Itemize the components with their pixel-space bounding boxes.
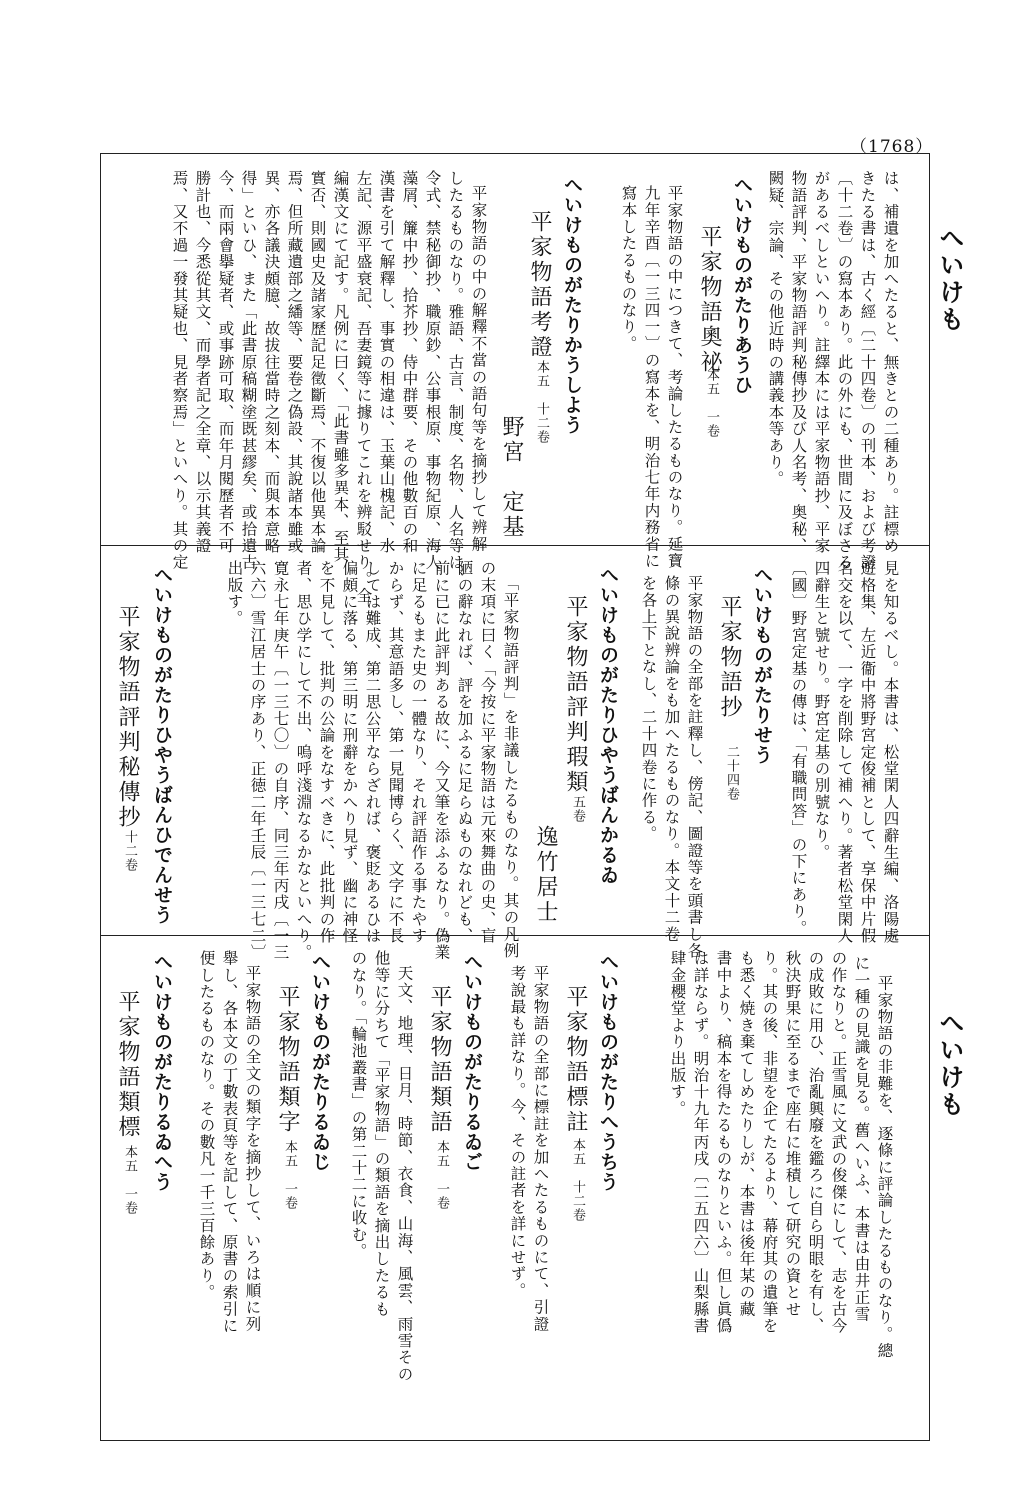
body-line: を各上下となし、二十四卷に作る。 (639, 575, 658, 843)
entry-reading: へいけものがたりせう (751, 565, 773, 765)
entry-reading: へいけものがたりひやうばんひでんせう (151, 565, 173, 925)
entry-title: 平家物語類語 (427, 985, 452, 1135)
body-line: 今、而兩會擧疑者、或事跡可取、而年月閱歷者不可 (216, 170, 235, 555)
body-line: 漢書を引て解釋し、事實の相違は、玉葉山槐記、水 (377, 170, 396, 555)
entry-reading: へいけものがたりるゐへう (151, 952, 173, 1192)
body-line: 肆金櫻堂より出版す。 (668, 950, 687, 1117)
entry-author: 逸竹居士 (533, 825, 558, 925)
entry-reading: へいけものがたりるゐじ (309, 952, 331, 1172)
body-line: 便したるものなり。その數凡一千三百餘あり。 (197, 950, 216, 1301)
body-line: 得」といひ、また「此書原稿糊塗既甚繆矣、或拾遺古 (239, 170, 258, 571)
entry-reading: へいけものがたりあうひ (731, 175, 753, 395)
body-line: 考說最も詳なり。今、その註者を詳にせず。 (508, 965, 527, 1299)
body-line: 陋の辭なれば、評を加ふるに足らぬものなれども、 (455, 560, 474, 945)
body-line: があるべしといへり。註繹本には平家物語抄、平家 (812, 170, 831, 555)
body-line: 出版す。 (225, 560, 244, 627)
body-line: の作なりと。正雪風に文武の俊傑にして、志を古今 (829, 950, 848, 1335)
body-line: のなり。「輪池叢書」の第二十二に收む。 (349, 950, 368, 1260)
body-line: 平家物語の全部に標註を加へたるものにて、引證 (531, 965, 550, 1333)
body-line: 實否、則國史及諸家歷記足徵斷焉、不復以他異本論 (308, 170, 327, 555)
body-line: 四辭生と號せり。野宮定基の別號なり。 (812, 560, 831, 861)
body-line: に一種の見識を見る。舊へいふ、本書は由井正雪 (852, 955, 871, 1323)
body-line: 平家物語の全文の類字を摘抄して、いろは順に列 (243, 965, 262, 1333)
body-line: 勝計也、今悉從其文、而學者記之全章、以示其義證 (193, 170, 212, 555)
entry-title: 平家物語考證 (527, 210, 552, 360)
entry-title: 平家物語標註 (563, 985, 588, 1135)
body-line: 前に已に此評判ある故に、今又筆を添ふるなり。偽業 (432, 560, 451, 961)
entry-title: 平家物語抄 (717, 595, 742, 720)
body-line: 名交を以て、一字を削除して補へり。著者松堂閑人 (835, 560, 854, 945)
body-line: きたる書は、古く經〔二十四卷〕の刊本、および考證 (858, 170, 877, 571)
body-line: 〔國〕野宮定基の傳は、「有職問答」の下にあり。 (789, 560, 808, 937)
body-line: り。其の後、非望を企てたるより、幕府其の遺筆を (760, 950, 779, 1335)
entry-volume: 二十四卷 (724, 745, 739, 801)
entry-reading: へいけものがたりかうしよう (561, 175, 583, 435)
body-line: は詳ならず。明治十九年丙戌〔二五四六〕山梨縣書 (691, 950, 710, 1335)
body-line: の成敗に用ひ、治亂興廢を鑑ろに自ら明眼を有し、 (806, 950, 825, 1335)
page-number: （1768） (850, 137, 934, 157)
entry-title: 平家物語類標 (115, 990, 140, 1140)
body-line: 異、亦各議決頗臆、故拔往當時之刻本、而與本意略 (262, 170, 281, 555)
entry-volume: 本五 一卷 (122, 1145, 137, 1215)
body-line: からず、其意語多し、第一見聞博らく、文字に不長 (386, 560, 405, 945)
entry-title: 平家物語評判瑕類 (563, 595, 588, 795)
entry-volume: 五卷 (570, 795, 585, 823)
body-line: 平家物語の全部を註釋し、傍記、圖證等を頭書し各 (685, 575, 704, 960)
body-line: 遊格集、左近衞中將野宮定俊補として、享保中片假 (858, 560, 877, 945)
body-line: 他等に分ちて「平家物語」の類語を摘出したるも (372, 950, 391, 1318)
entry-reading: へいけものがたりへうちう (597, 952, 619, 1192)
entry-reading: へいけものがたりるゐご (461, 952, 483, 1172)
entry-reading: へいけものがたりひやうばんかるゐ (597, 565, 619, 885)
body-line: 舉し、各本文の丁數表頁等を記して、原書の索引に (220, 950, 239, 1335)
body-line: 〔十二卷〕の寫本あり。此の外にも、世間に及ぼさる (835, 170, 854, 571)
body-line: 編漢文にて記す。凡例に曰く、「此書雖多異本、至其 (331, 170, 350, 564)
entry-author: 野宮 定基 (499, 415, 524, 540)
body-line: 左記、源平盛衰記、吾妻鏡等に據りてこれを辨駁せり。全 (354, 170, 373, 605)
body-line: 六六〕雪江居士の序あり、正徳二年壬辰〔一三七二〕 (248, 560, 267, 961)
body-line: 書中より、稿本を得たるものなりといふ。但し眞僞 (714, 950, 733, 1335)
body-line: 闕疑、宗論、その他近時の講義本等あり。 (766, 170, 785, 488)
body-line: 寫本したるものなり。 (619, 185, 638, 352)
body-line: 平家物語の中につきて、考論したるものなり。延寶 (665, 185, 684, 570)
body-line: を不見して、批判の公論をなすべきに、此批判の作 (317, 560, 336, 945)
body-line: 平家物語の中の解釋不當の語句等を摘抄して辨解 (469, 185, 488, 553)
body-line: 「平家物語評判」を非議したるものなり。其の凡例 (501, 575, 520, 960)
entry-volume: 十二卷 (122, 830, 137, 872)
body-line: 令式、禁秘御抄、職原鈔、公事根原、事物紀原、海人 (423, 170, 442, 571)
body-line: 物語評判、平家物語評判秘傳抄及び人名考、奥秘、 (789, 170, 808, 555)
body-line: 條の異說辨論をも加へたるものなり。本文十二卷 (662, 575, 681, 943)
body-line: しては難成、第二思公平ならざれば、褒貶あるひは (363, 560, 382, 945)
body-line: 秋決野果に至るまで座右に堆積して研究の資とせ (783, 950, 802, 1318)
body-line: 寛永七年庚午〔一三七〇〕の自序、同三年丙戌〔一三 (271, 560, 290, 961)
entry-volume: 本五 十二卷 (534, 360, 549, 444)
body-line: 九年辛酉〔一三四一〕の寫本を、明治七年内務省に (642, 185, 661, 570)
body-line: 見を知るべし。本書は、松堂閑人四辭生編、洛陽處 (881, 560, 900, 945)
entry-title: 平家物語類字 (275, 985, 300, 1135)
body-line: も悉く焼き棄てしめたりしが、本書は後年某の藏 (737, 950, 756, 1318)
entry-title: 平家物語奧祕 (697, 225, 722, 375)
body-line: 者、思ひ学にして不出、嗚呼淺淵なるかなといへり。 (294, 560, 313, 961)
body-line: は、補遺を加へたると、無きとの二種あり。註標め (881, 170, 900, 555)
body-line: 平家物語の非難を、逐條に評論したるものなり。總 (875, 975, 894, 1360)
body-line: 偏頗に落る、第三明に刑辭をかへり見ず、幽に神怪 (340, 560, 359, 945)
body-line: 天文、地理、日月、時節、衣食、山海、風雲、雨雪その (395, 965, 414, 1383)
entry-title: 平家物語評判秘傳抄 (115, 605, 140, 830)
body-line: の末項に曰く「今按に平家物語は元來舞曲の史、盲 (478, 560, 497, 945)
entry-volume: 本五 一卷 (704, 368, 719, 438)
body-line: 焉、又不過一發其疑也、見者察焉」といへり。其の定 (170, 170, 189, 571)
body-line: 藻屑、簾中抄、拾芥抄、侍中群要、その他數百の和 (400, 170, 419, 555)
body-line: したるものなり。雅語、古言、制度、名物、人名等は、 (446, 170, 465, 588)
entry-volume: 本五 一卷 (282, 1140, 297, 1210)
running-head-top: へいけも (936, 225, 965, 333)
body-line: に足るもまた史の一體なり、それ評語作る事たやす (409, 560, 428, 945)
entry-volume: 本五 一卷 (434, 1140, 449, 1210)
body-line: 焉、但所藏遺部之繙等、要卷之偽設、其說諸本雖或 (285, 170, 304, 555)
entry-volume: 本五 十二卷 (570, 1138, 585, 1222)
running-head-bottom: へいけも (936, 1010, 965, 1118)
